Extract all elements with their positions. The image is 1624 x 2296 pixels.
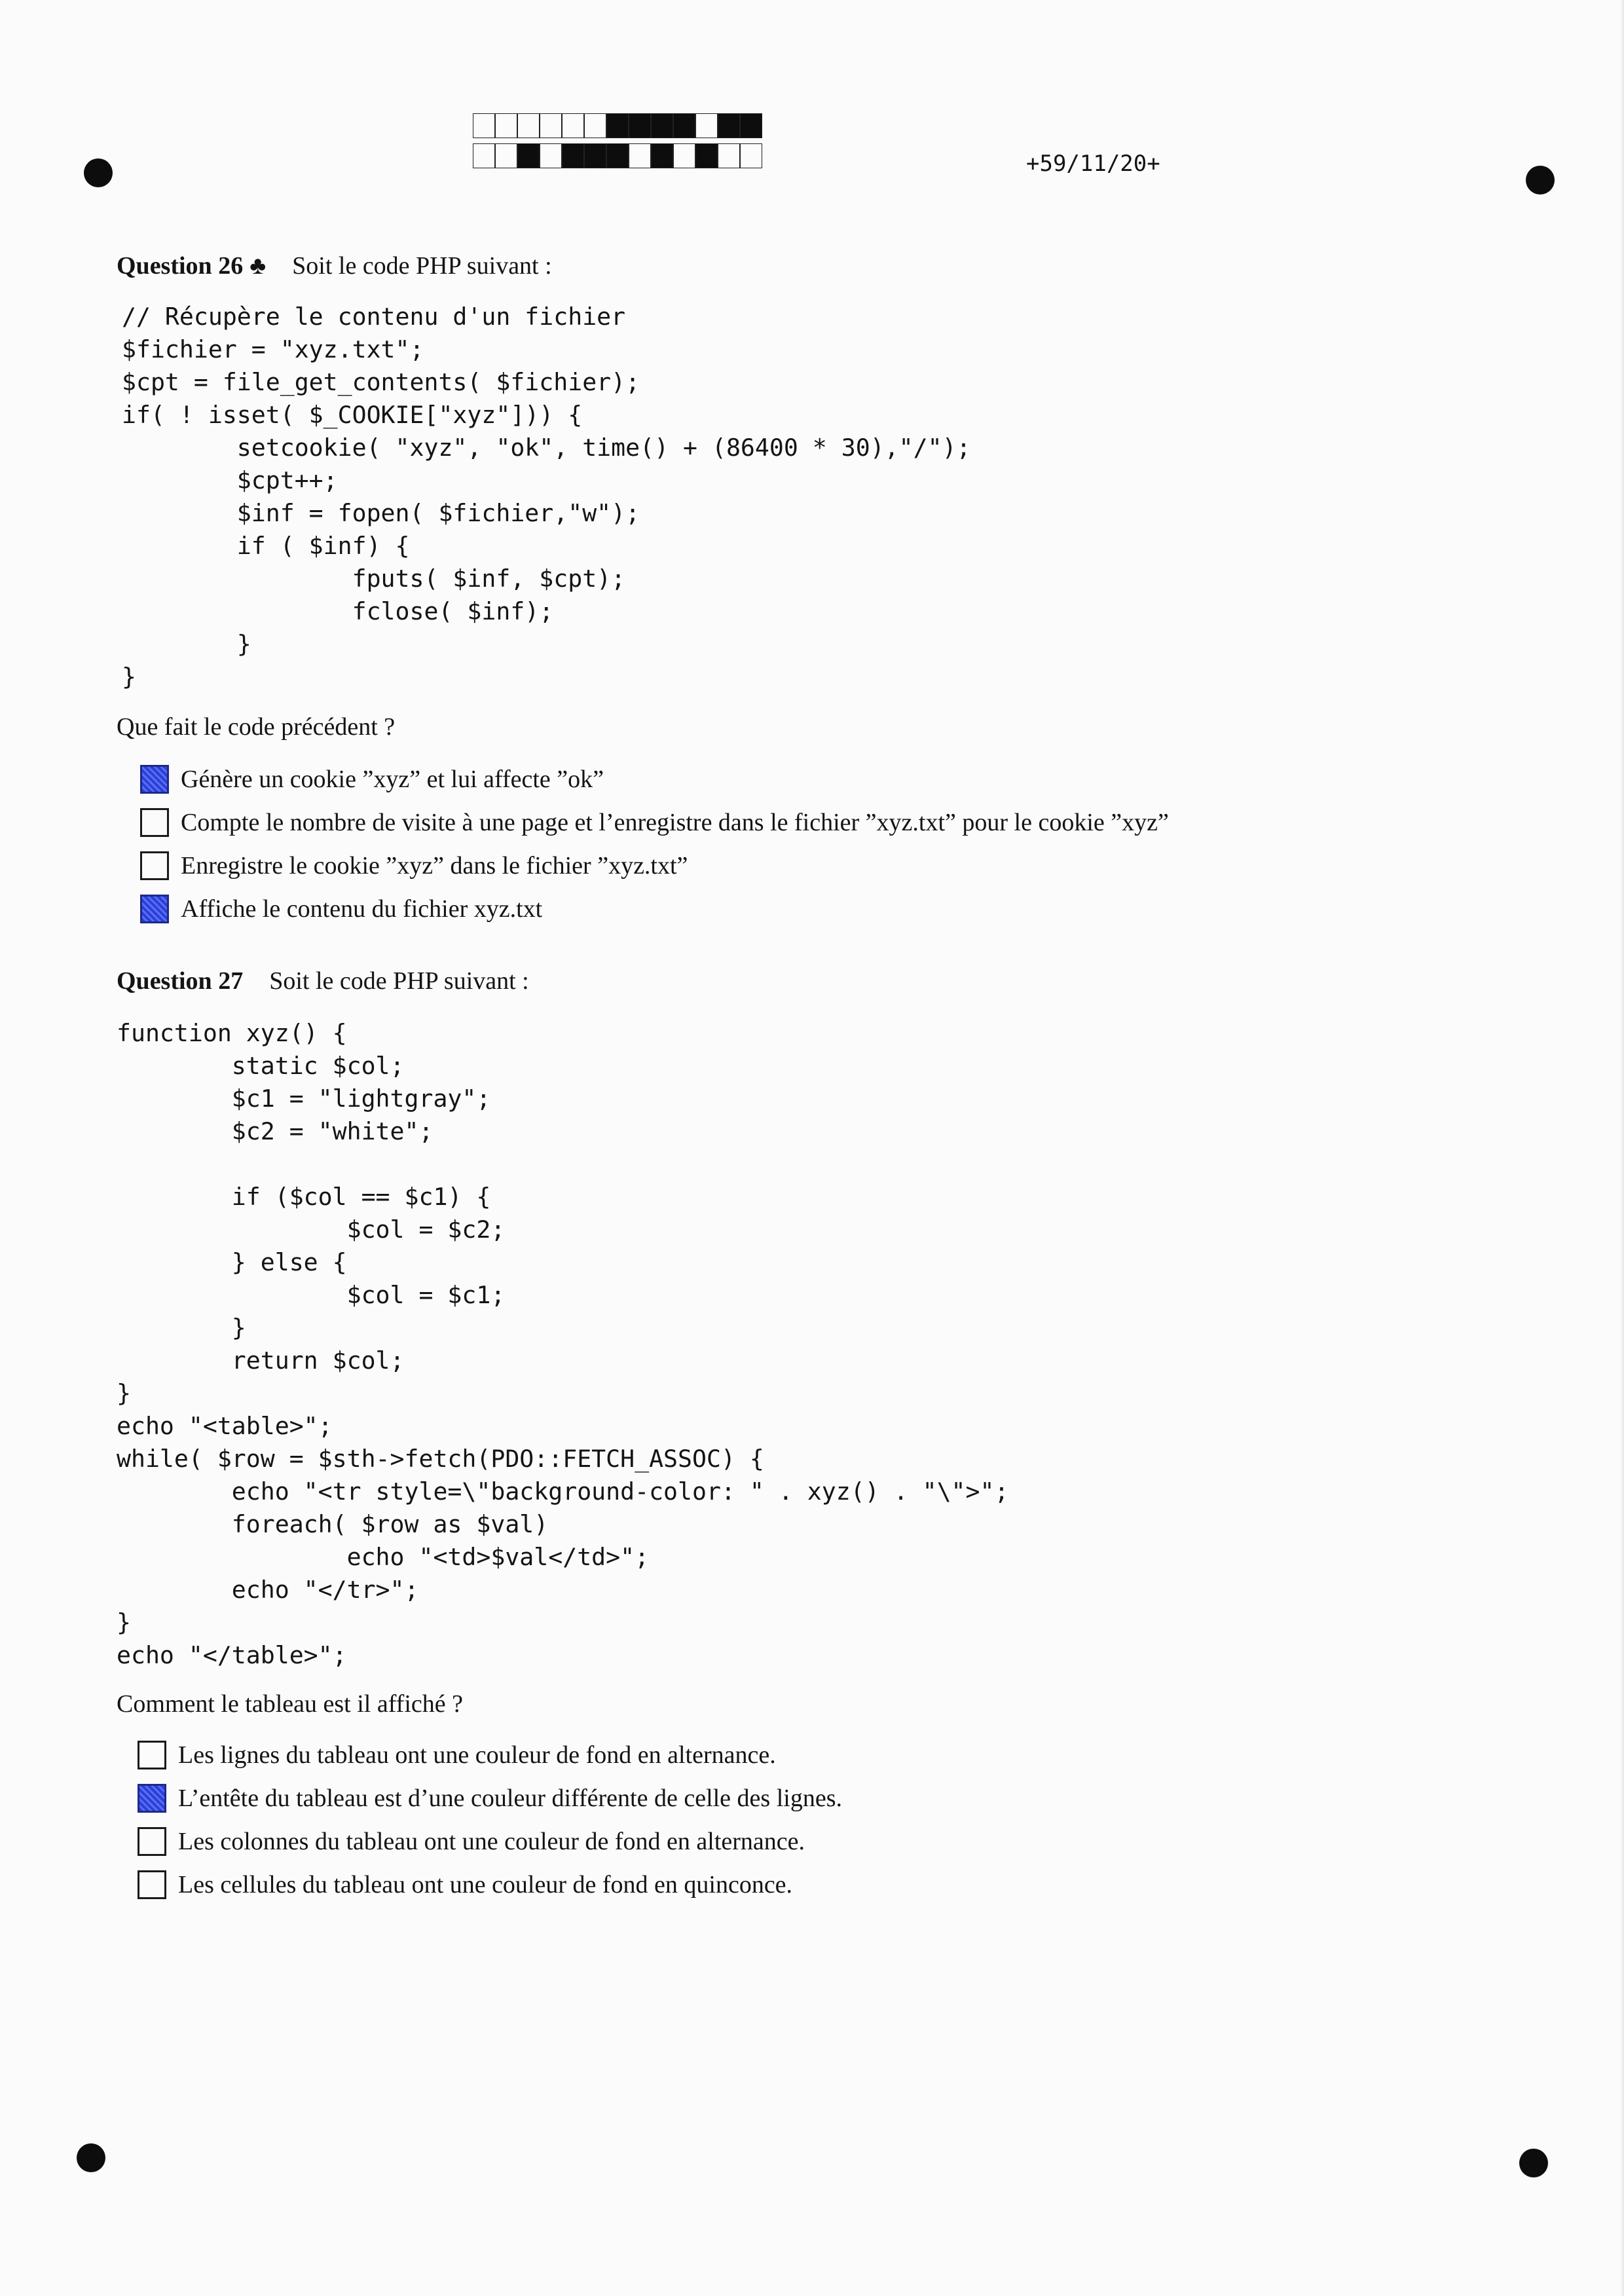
barcode-cell xyxy=(540,113,562,138)
question-header xyxy=(117,965,1008,997)
barcode-cell xyxy=(473,113,495,138)
barcode-cell xyxy=(517,113,540,138)
question-26 xyxy=(117,250,1169,931)
answer-option[interactable] xyxy=(140,801,1169,844)
barcode-cell xyxy=(584,143,606,168)
question-prompt: Soit le code PHP suivant : xyxy=(292,252,552,280)
barcode-cell xyxy=(584,113,606,138)
barcode-cell xyxy=(740,143,762,168)
barcode-cell xyxy=(718,143,740,168)
answer-text: Les colonnes du tableau ont une couleur de fond en alternance. xyxy=(178,1828,805,1855)
answer-option[interactable] xyxy=(140,844,1169,887)
barcode-cell xyxy=(606,113,629,138)
checkbox[interactable] xyxy=(138,1870,166,1899)
barcode-cell xyxy=(562,143,584,168)
code-block: // Récupère le contenu d'un fichier $fichier = "xyz.txt"; $cpt = file_get_contents( $fichier); if( ! isset( $_COOKIE["xyz"])) { setcookie( "xyz", "ok", time() + (86400 * 30),"/"); $cpt++; $inf = fopen( $fichier,"w"); if ( $inf) { fputs( $inf, $cpt); fclose( $inf); } } xyxy=(122,303,971,691)
answer-options xyxy=(140,758,1169,931)
club-icon: ♣ xyxy=(249,252,267,280)
barcode-cell xyxy=(473,143,495,168)
answer-option[interactable] xyxy=(138,1733,1008,1777)
answer-option[interactable] xyxy=(140,758,1169,801)
corner-marker-top-right xyxy=(1526,166,1555,194)
question-header xyxy=(117,250,1169,282)
barcode-cell xyxy=(629,113,651,138)
barcode-cell xyxy=(517,143,540,168)
corner-marker-bottom-left xyxy=(77,2143,105,2172)
checkbox-checked[interactable] xyxy=(140,765,169,794)
barcode-cell xyxy=(695,143,718,168)
answer-text: Génère un cookie ”xyz” et lui affecte ”ok” xyxy=(181,766,604,793)
barcode-cell xyxy=(673,143,695,168)
barcode-cell xyxy=(718,113,740,138)
barcode-cell xyxy=(540,143,562,168)
question-ask: Comment le tableau est il affiché ? xyxy=(117,1690,463,1718)
question-ask: Que fait le code précédent ? xyxy=(117,713,396,741)
answer-option[interactable] xyxy=(138,1777,1008,1820)
question-label: Question 27 xyxy=(117,967,244,995)
barcode-cell xyxy=(606,143,629,168)
barcode-cell xyxy=(695,113,718,138)
code-block: function xyz() { static $col; $c1 = "lightgray"; $c2 = "white"; if ($col == $c1) { $col = $c2; } else { $col = $c1; } return $col; } echo "<table>"; while( $row = $sth->fetch(PDO::FETCH_ASSOC) { echo "<tr style=\"background-color: " . xyz() . "\">"; foreach( $row as $val) echo "<td>$val</td>"; echo "</tr>"; } echo "</table>"; xyxy=(117,1019,1009,1669)
checkbox-checked[interactable] xyxy=(140,895,169,923)
barcode-cell xyxy=(495,113,517,138)
question-prompt: Soit le code PHP suivant : xyxy=(269,967,529,995)
answer-text: Les cellules du tableau ont une couleur de fond en quinconce. xyxy=(178,1871,793,1898)
question-label: Question 26 xyxy=(117,252,244,280)
barcode-cell xyxy=(673,113,695,138)
page-id: +59/11/20+ xyxy=(1026,151,1160,177)
barcode-cell xyxy=(562,113,584,138)
answer-text: Enregistre le cookie ”xyz” dans le fichier ”xyz.txt” xyxy=(181,852,688,880)
answer-text: Les lignes du tableau ont une couleur de fond en alternance. xyxy=(178,1741,776,1769)
answer-option[interactable] xyxy=(138,1863,1008,1906)
answer-text: Compte le nombre de visite à une page et l’enregistre dans le fichier ”xyz.txt” pour le cookie ”xyz” xyxy=(181,809,1169,836)
scan-edge-shadow xyxy=(1620,0,1624,2296)
checkbox[interactable] xyxy=(138,1741,166,1769)
barcode-row xyxy=(473,143,762,170)
answer-text: L’entête du tableau est d’une couleur différente de celle des lignes. xyxy=(178,1785,842,1812)
corner-marker-top-left xyxy=(84,158,113,187)
answer-option[interactable] xyxy=(138,1820,1008,1863)
answer-option[interactable] xyxy=(140,887,1169,931)
checkbox-checked[interactable] xyxy=(138,1784,166,1813)
question-27 xyxy=(117,965,1008,1906)
barcode-cell xyxy=(629,143,651,168)
barcode-cell xyxy=(651,143,673,168)
answer-options xyxy=(138,1733,1008,1906)
barcode-cell xyxy=(495,143,517,168)
checkbox[interactable] xyxy=(140,808,169,837)
barcode-cell xyxy=(740,113,762,138)
barcode-row xyxy=(473,113,762,139)
checkbox[interactable] xyxy=(140,851,169,880)
answer-text: Affiche le contenu du fichier xyz.txt xyxy=(181,895,543,923)
corner-marker-bottom-right xyxy=(1519,2149,1548,2177)
barcode xyxy=(473,113,762,174)
barcode-cell xyxy=(651,113,673,138)
checkbox[interactable] xyxy=(138,1827,166,1856)
